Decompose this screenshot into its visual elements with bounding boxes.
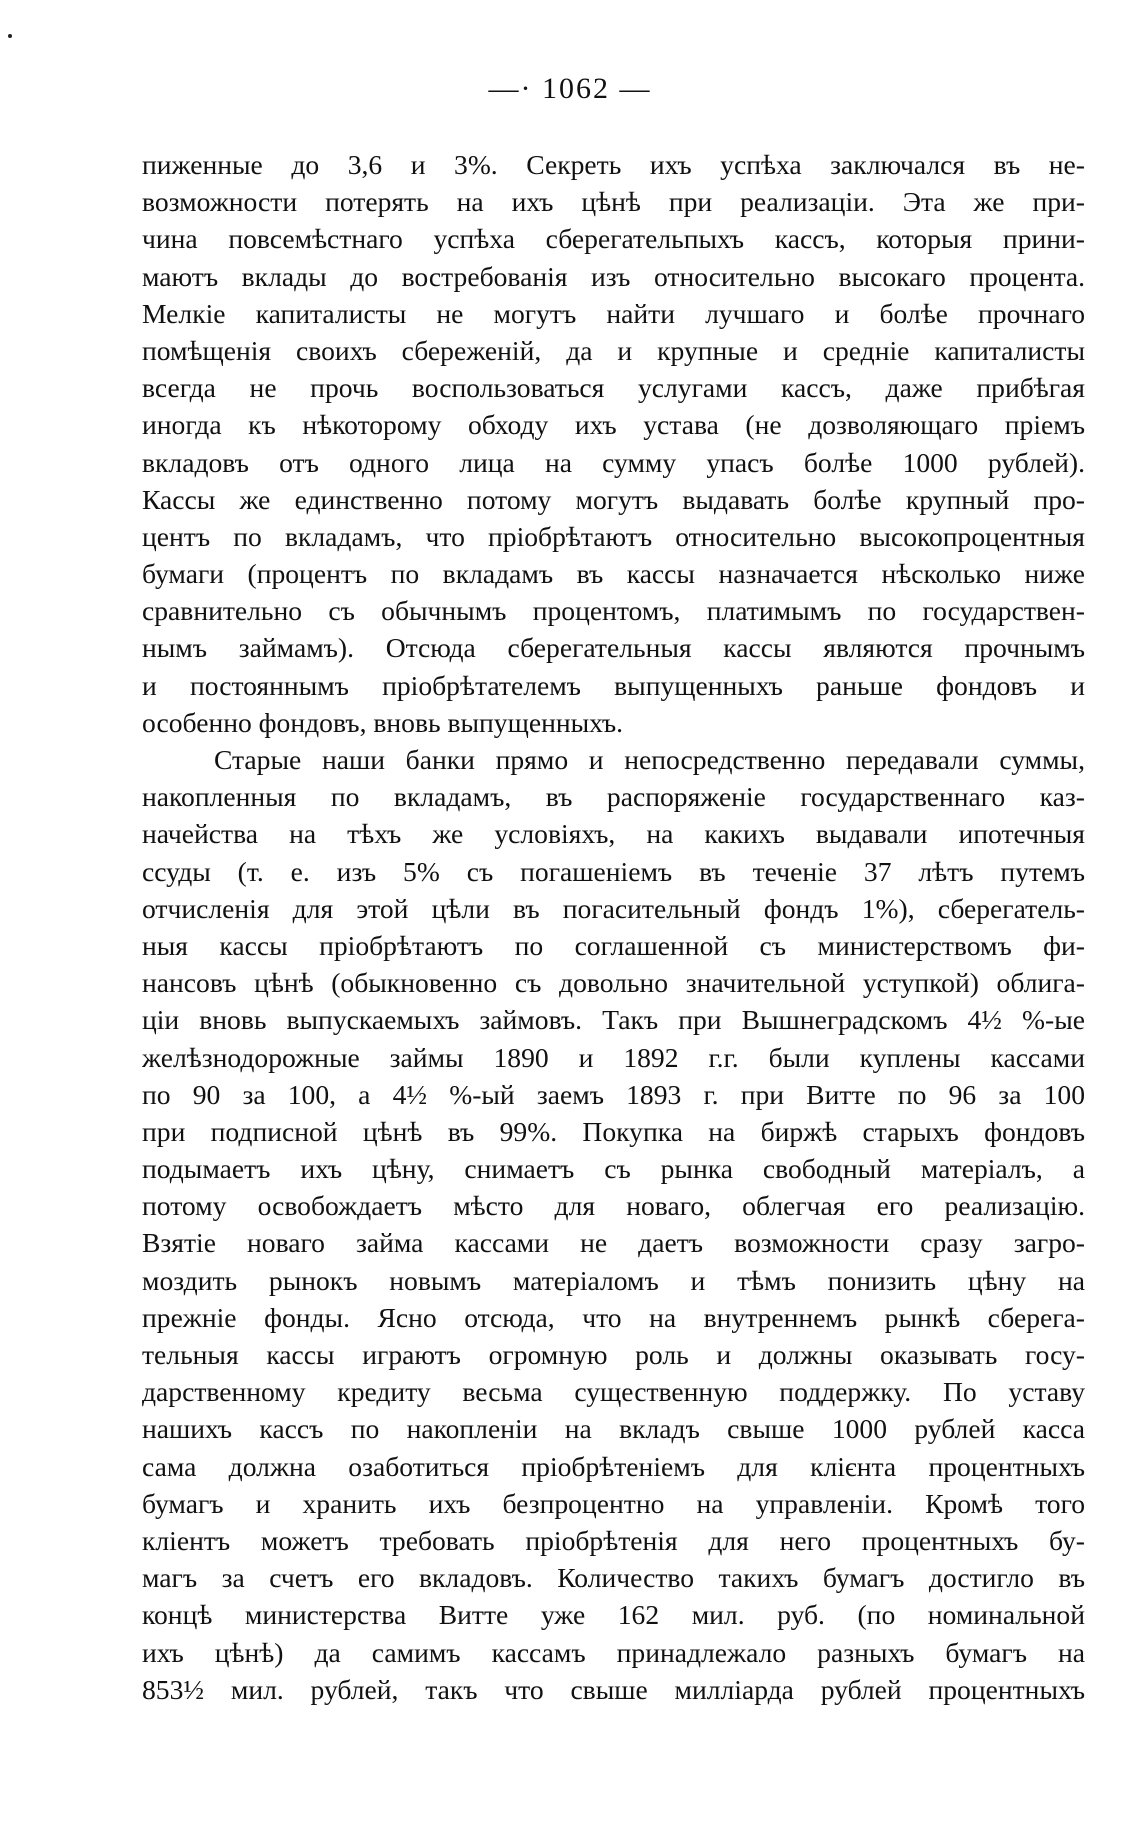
text-line: пиженные до 3,6 и 3%. Секреть ихъ успѣха заключался въ не- bbox=[142, 149, 1085, 180]
text-line: ссуды (т. е. изъ 5% съ погашеніемъ въ теченіе 37 лѣтъ путемъ bbox=[142, 855, 1085, 887]
text-line: при подписной цѣнѣ въ 99%. Покупка на биржѣ старыхъ фондовъ bbox=[142, 1115, 1085, 1147]
text-line: моздить рынокъ новымъ матеріаломъ и тѣмъ понизить цѣну на bbox=[142, 1264, 1085, 1296]
text-line: чина повсемѣстнаго успѣха сберегательпыхъ кассъ, которыя прини- bbox=[142, 223, 1085, 255]
text-line: отчисленія для этой цѣли въ погасительный фондъ 1%), сберегатель- bbox=[142, 892, 1085, 924]
text-line: дарственному кредиту весьма существенную поддержку. По уставу bbox=[142, 1376, 1085, 1408]
text-line: сравнительно съ обычнымъ процентомъ, платимымъ по государствен- bbox=[142, 595, 1085, 627]
text-line: накопленныя по вкладамъ, въ распоряженіе государственнаго каз- bbox=[142, 781, 1085, 813]
text-line: 853½ мил. рублей, такъ что свыше милліарда рублей процентныхъ bbox=[142, 1673, 1085, 1705]
text-line: маютъ вклады до востребованія изъ относительно высокаго процента. bbox=[142, 260, 1085, 292]
text-line: ціи вновь выпускаемыхъ займовъ. Такъ при Вышнеградскомъ 4½ %-ые bbox=[142, 1004, 1085, 1036]
paragraph-1 bbox=[142, 146, 1085, 741]
text-line: бумаги (процентъ по вкладамъ въ кассы назначается нѣсколько ниже bbox=[142, 558, 1085, 590]
text-line: вкладовъ отъ одного лица на сумму упасъ болѣе 1000 рублей). bbox=[142, 446, 1085, 478]
text-line: Старые наши банки прямо и непосредственно передавали суммы, bbox=[214, 744, 1085, 775]
text-line: тельныя кассы играютъ огромную роль и должны оказывать госу- bbox=[142, 1339, 1085, 1370]
text-line: кліентъ можетъ требовать пріобрѣтенія для него процентныхъ бу- bbox=[142, 1524, 1085, 1556]
text-line: по 90 за 100, а 4½ %-ый заемъ 1893 г. при Витте по 96 за 100 bbox=[142, 1078, 1085, 1110]
text-line: нансовъ цѣнѣ (обыкновенно съ довольно значительной уступкой) облига- bbox=[142, 967, 1085, 999]
text-line: иногда къ нѣкоторому обходу ихъ устава (не дозволяющаго пріемъ bbox=[142, 409, 1085, 441]
text-line: потому освобождаетъ мѣсто для новаго, облегчая его реализацію. bbox=[142, 1190, 1085, 1222]
text-line: центъ по вкладамъ, что пріобрѣтаютъ относительно высокопроцентныя bbox=[142, 520, 1085, 552]
text-line: возможности потерять на ихъ цѣнѣ при реализаціи. Эта же при- bbox=[142, 186, 1085, 218]
text-line: концѣ министерства Витте уже 162 мил. руб. (по номинальной bbox=[142, 1599, 1085, 1631]
text-line: Кассы же единственно потому могутъ выдавать болѣе крупный про- bbox=[142, 483, 1085, 515]
text-line: магъ за счетъ его вкладовъ. Количество такихъ бумагъ достигло въ bbox=[142, 1562, 1085, 1594]
text-line: ихъ цѣнѣ) да самимъ кассамъ принадлежало разныхъ бумагъ на bbox=[142, 1636, 1085, 1668]
page-number: —· 1062 — bbox=[488, 72, 652, 105]
body-text bbox=[142, 146, 1085, 1708]
text-line: начейства на тѣхъ же условіяхъ, на какихъ выдавали ипотечныя bbox=[142, 818, 1085, 850]
text-line: нашихъ кассъ по накопленіи на вкладъ свыше 1000 рублей касса bbox=[142, 1413, 1085, 1445]
text-line: нымъ займамъ). Отсюда сберегательныя кассы являются прочнымъ bbox=[142, 632, 1085, 664]
margin-dot bbox=[8, 34, 12, 38]
text-line: желѣзнодорожные займы 1890 и 1892 г.г. были куплены кассами bbox=[142, 1041, 1085, 1073]
text-line: прежніе фонды. Ясно отсюда, что на внутреннемъ рынкѣ сберега- bbox=[142, 1301, 1085, 1333]
paragraph-2 bbox=[142, 741, 1085, 1708]
text-line: всегда не прочь воспользоваться услугами кассъ, даже прибѣгая bbox=[142, 372, 1085, 404]
text-line: помѣщенія своихъ сбереженій, да и крупные и средніе капиталисты bbox=[142, 334, 1085, 366]
text-line: и постояннымъ пріобрѣтателемъ выпущенныхъ раньше фондовъ и bbox=[142, 669, 1085, 701]
text-line: ныя кассы пріобрѣтаютъ по соглашенной съ министерствомъ фи- bbox=[142, 929, 1085, 961]
text-line: Взятіе новаго займа кассами не даетъ возможности сразу загро- bbox=[142, 1227, 1085, 1259]
text-line: бумагъ и хранить ихъ безпроцентно на управленіи. Кромѣ того bbox=[142, 1487, 1085, 1519]
text-line: Мелкіе капиталисты не могутъ найти лучшаго и болѣе прочнаго bbox=[142, 297, 1085, 329]
text-line: подымаетъ ихъ цѣну, снимаетъ съ рынка свободный матеріалъ, а bbox=[142, 1153, 1085, 1185]
text-line: особенно фондовъ, вновь выпущенныхъ. bbox=[142, 706, 624, 738]
text-line: сама должна озаботиться пріобрѣтеніемъ для клієнта процентныхъ bbox=[142, 1450, 1085, 1482]
